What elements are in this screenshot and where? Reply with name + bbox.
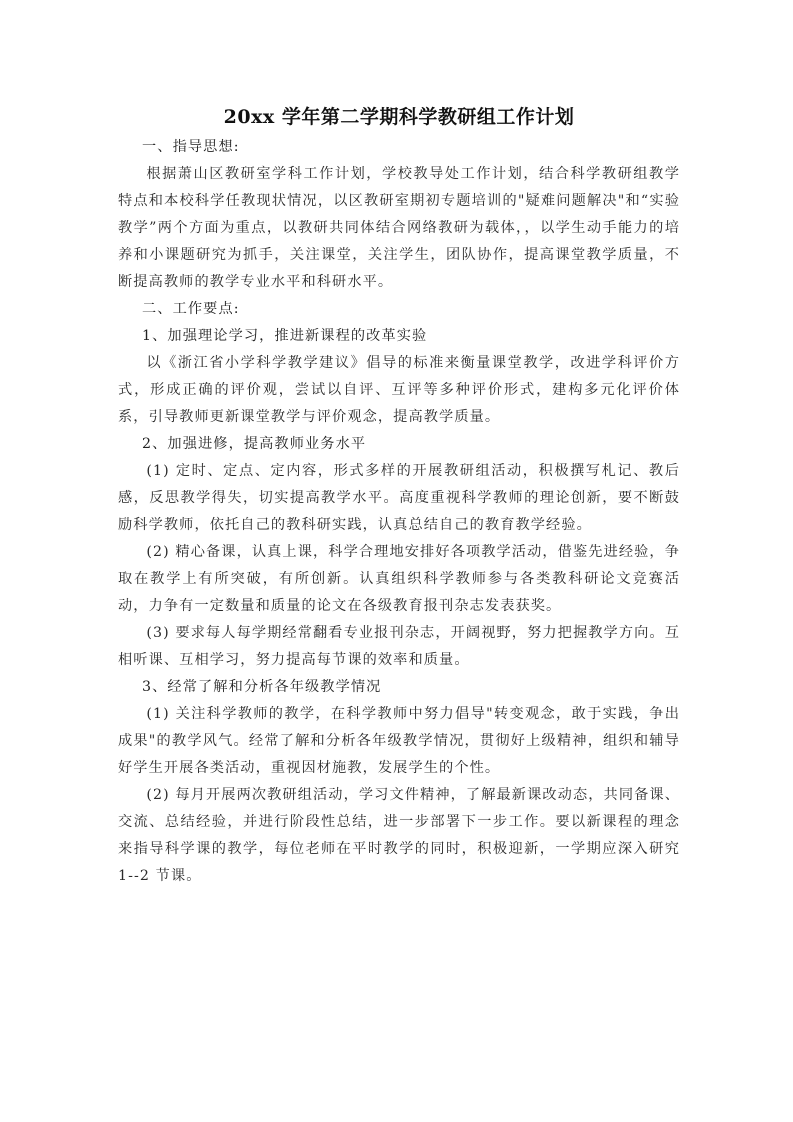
section-work-points	[118, 296, 680, 890]
work-item-3	[118, 674, 680, 890]
paragraph: 根据萧山区教研室学科工作计划，学校教导处工作计划，结合科学教研组教学特点和本校科学任教现状情况，以区教研室期初专题培训的"疑难问题解决"和“实验教学”两个方面为重点，以教研共同体结合网络教研为载体，，以学生动手能力的培养和小课题研究为抓手，关注课堂，关注学生，团队协作，提高课堂教学质量，不断提高教师的教学专业水平和科研水平。	[118, 166, 680, 290]
work-item-2	[118, 431, 680, 674]
section-heading: 二、工作要点:	[142, 301, 240, 317]
paragraph: (2) 精心备课，认真上课，科学合理地安排好各项教学活动，借鉴先进经验，争取在教学上有所突破，有所创新。认真组织科学教师参与各类教科研论文竞赛活动，力争有一定数量和质量的论文在各级教育报刊杂志发表获奖。	[118, 544, 680, 614]
section-heading: 一、指导思想:	[142, 139, 240, 155]
subheading: 2、加强进修，提高教师业务水平	[142, 436, 367, 452]
document-title: 20xx 学年第二学期科学教研组工作计划	[223, 106, 575, 128]
paragraph: 以《浙江省小学科学教学建议》倡导的标准来衡量课堂教学，改进学科评价方式，形成正确的评价观，尝试以自评、互评等多种评价形式，建构多元化评价体系，引导教师更新课堂教学与评价观念，提高教学质量。	[118, 355, 680, 425]
subheading: 3、经常了解和分析各年级教学情况	[142, 679, 382, 695]
section-guiding-thought	[118, 134, 680, 296]
work-item-1	[118, 323, 680, 431]
paragraph: (3) 要求每人每学期经常翻看专业报刊杂志，开阔视野，努力把握教学方向。互相听课、互相学习，努力提高每节课的效率和质量。	[118, 625, 680, 668]
document-page	[118, 100, 680, 890]
paragraph: (2) 每月开展两次教研组活动，学习文件精神，了解最新课改动态，共同备课、交流、总结经验，并进行阶段性总结，进一步部署下一步工作。要以新课程的理念来指导科学课的教学，每位老师在平时教学的同时，积极迎新，一学期应深入研究 1--2 节课。	[118, 787, 680, 884]
subheading: 1、加强理论学习，推进新课程的改革实验	[142, 328, 428, 344]
paragraph: (1) 关注科学教师的教学，在科学教师中努力倡导"转变观念，敢于实践，争出成果"的教学风气。经常了解和分析各年级教学情况，贯彻好上级精神，组织和辅导好学生开展各类活动，重视因材施教，发展学生的个性。	[118, 706, 680, 776]
paragraph: (1) 定时、定点、定内容，形式多样的开展教研组活动，积极撰写札记、教后感，反思教学得失，切实提高教学水平。高度重视科学教师的理论创新，要不断鼓励科学教师，依托自己的教科研实践，认真总结自己的教育教学经验。	[118, 463, 680, 533]
